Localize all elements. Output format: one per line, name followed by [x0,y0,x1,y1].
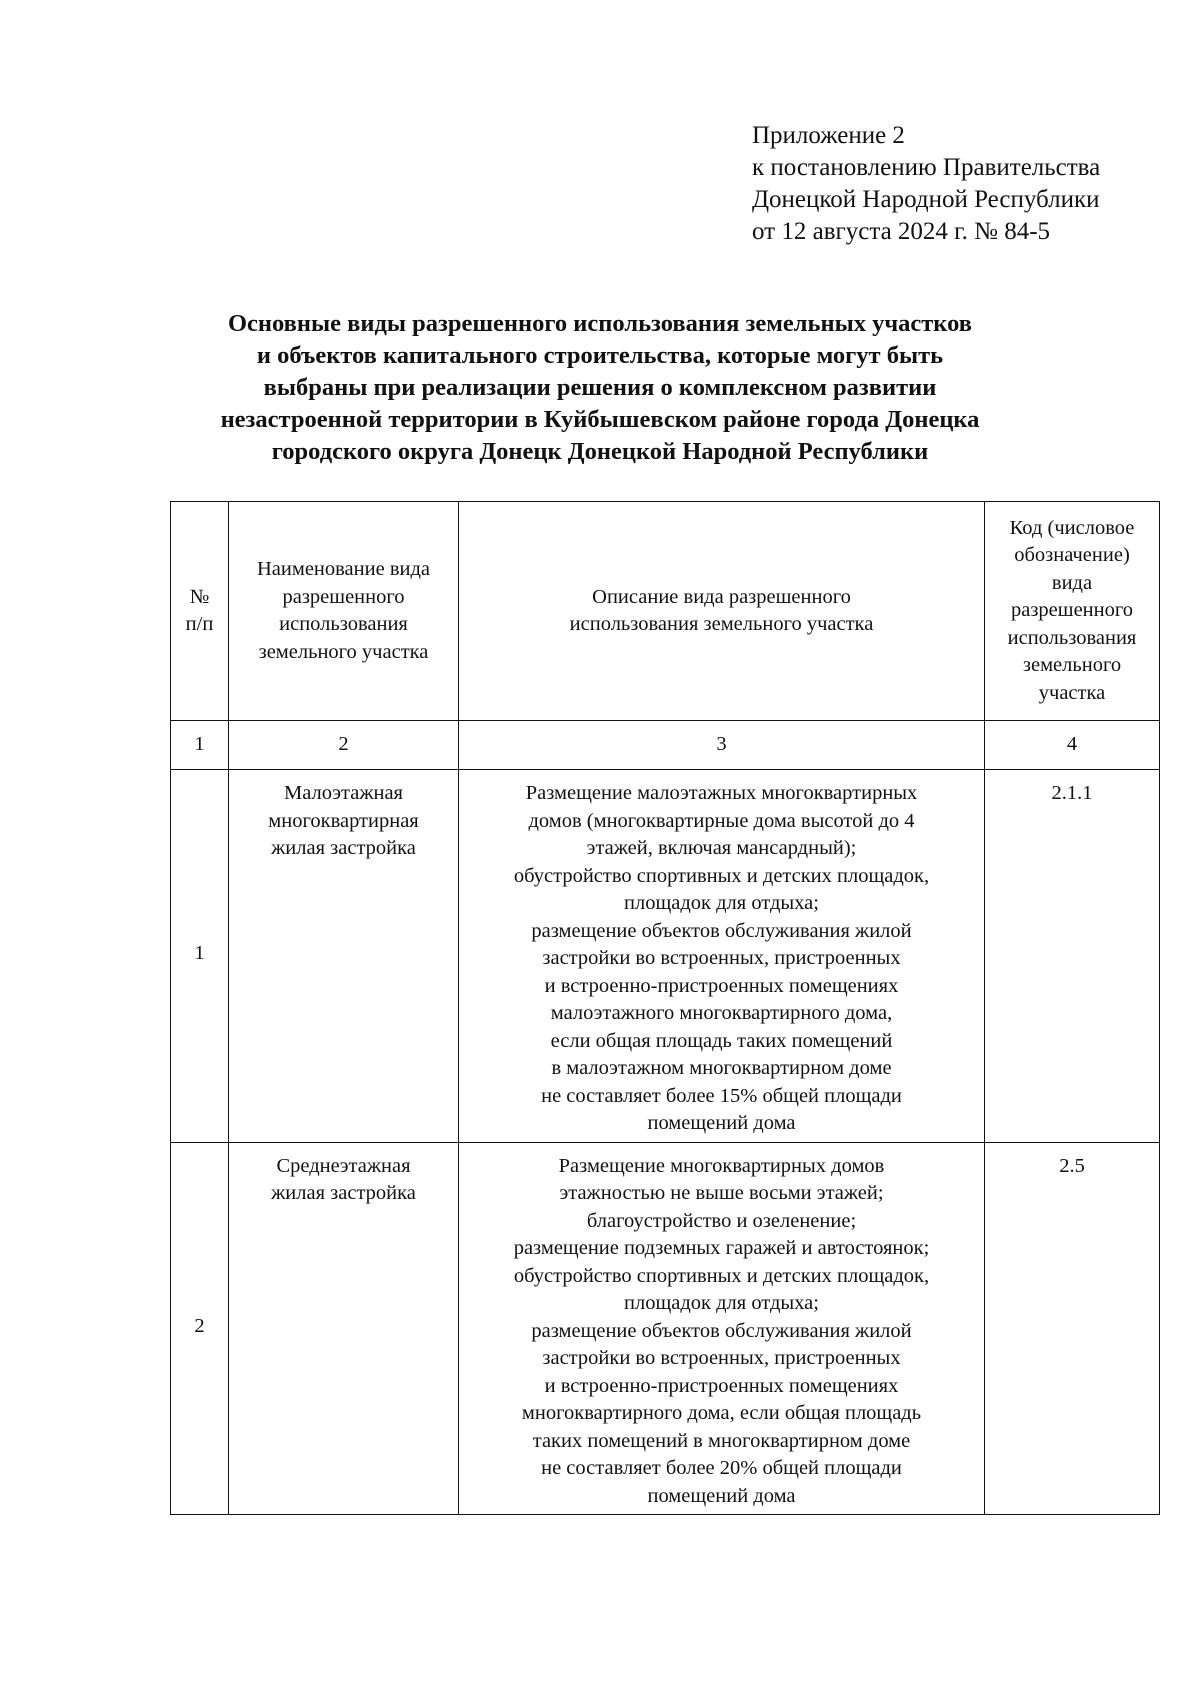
description-line: площадок для отдыха; [624,892,819,914]
header-line: использования земельного участка [569,613,874,635]
name-line: жилая застройка [271,1182,416,1204]
description-line: и встроенно-пристроенных помещениях [544,974,899,997]
description-line: не составляет более 20% общей площади [541,1457,902,1479]
description-line: помещений дома [647,1484,796,1507]
appendix-line: к постановлению Правительства [752,154,1101,181]
table-row [171,770,1160,1143]
header-line: использования [1007,626,1137,649]
description-line: многоквартирного дома, если общая площадь [521,1402,922,1424]
description-line: площадок для отдыха; [624,1292,819,1314]
header-code [985,502,1160,721]
row-code: 2.1.1 [985,770,1160,1143]
header-line: разрешенного [282,585,405,608]
description-line: если общая площадь таких помещений [550,1029,893,1052]
description-line: размещение объектов обслуживания жилой [531,1319,912,1342]
description-line: обустройство спортивных и детских площадок, [513,864,930,887]
description-line: размещение объектов обслуживания жилой [531,919,912,942]
title-line: Основные виды разрешенного использования земельных участков [228,310,972,337]
appendix-line: Приложение 2 [752,122,905,149]
description-line: Размещение малоэтажных многоквартирных [525,782,918,804]
header-line: Код (числовое [1009,516,1135,539]
header-line: земельного участка [258,640,429,663]
row-code: 2.5 [985,1142,1160,1515]
appendix-line: от 12 августа 2024 г. № 84-5 [752,218,1051,245]
description-line: и встроенно-пристроенных помещениях [544,1374,899,1397]
header-line: вида [1051,571,1093,594]
header-line: п/п [185,613,214,635]
title-line: выбраны при реализации решения о комплексном развитии [263,374,937,401]
column-number-row [171,721,1160,770]
appendix-line: Донецкой Народной Республики [752,186,1100,213]
description-line: домов (многоквартирные дома высотой до 4 [528,809,915,832]
header-line: № [189,585,210,608]
header-line: земельного [1022,654,1122,677]
description-line: застройки во встроенных, пристроенных [542,947,901,969]
row-description [459,770,985,1143]
header-line: участка [1038,681,1106,704]
row-name [229,770,459,1143]
appendix-note [752,120,1100,248]
description-line: в малоэтажном многоквартирном доме [551,1057,892,1079]
description-line: обустройство спортивных и детских площадок, [513,1264,930,1287]
land-use-table [170,501,1160,1515]
name-line: Малоэтажная [283,782,403,804]
name-line: многоквартирная [268,809,419,832]
header-number [171,502,229,721]
name-line: жилая застройка [271,837,416,859]
description-line: не составляет более 15% общей площади [541,1084,902,1107]
description-line: Размещение многоквартирных домов [558,1154,885,1177]
header-name [229,502,459,721]
header-description [459,502,985,721]
table-row [171,1142,1160,1515]
column-number: 4 [985,721,1160,770]
description-line: благоустройство и озеленение; [586,1209,857,1232]
title-line: городского округа Донецк Донецкой Народной Республики [271,438,929,465]
column-number: 2 [229,721,459,770]
table-header-row [171,502,1160,721]
description-line: размещение подземных гаражей и автостоянок; [513,1237,930,1259]
description-line: таких помещений в многоквартирном доме [532,1429,911,1452]
name-line: Среднеэтажная [276,1154,411,1177]
title-line: и объектов капитального строительства, которые могут быть [256,342,944,369]
description-line: малоэтажного многоквартирного дома, [550,1002,893,1024]
description-line: помещений дома [647,1112,796,1134]
header-line: Описание вида разрешенного [592,585,851,608]
header-line: обозначение) [1014,544,1130,567]
title-line: незастроенной территории в Куйбышевском районе города Донецка [220,406,980,433]
header-line: использования [279,613,408,635]
column-number: 3 [459,721,985,770]
description-line: застройки во встроенных, пристроенных [542,1347,901,1369]
document-title [150,308,1050,468]
row-number: 1 [171,770,229,1143]
row-name [229,1142,459,1515]
header-line: Наименование вида [256,558,431,580]
description-line: этажей, включая мансардный); [586,837,857,859]
description-line: этажностью не выше восьми этажей; [559,1182,884,1204]
row-number: 2 [171,1142,229,1515]
header-line: разрешенного [1010,599,1134,622]
column-number: 1 [171,721,229,770]
row-description [459,1142,985,1515]
